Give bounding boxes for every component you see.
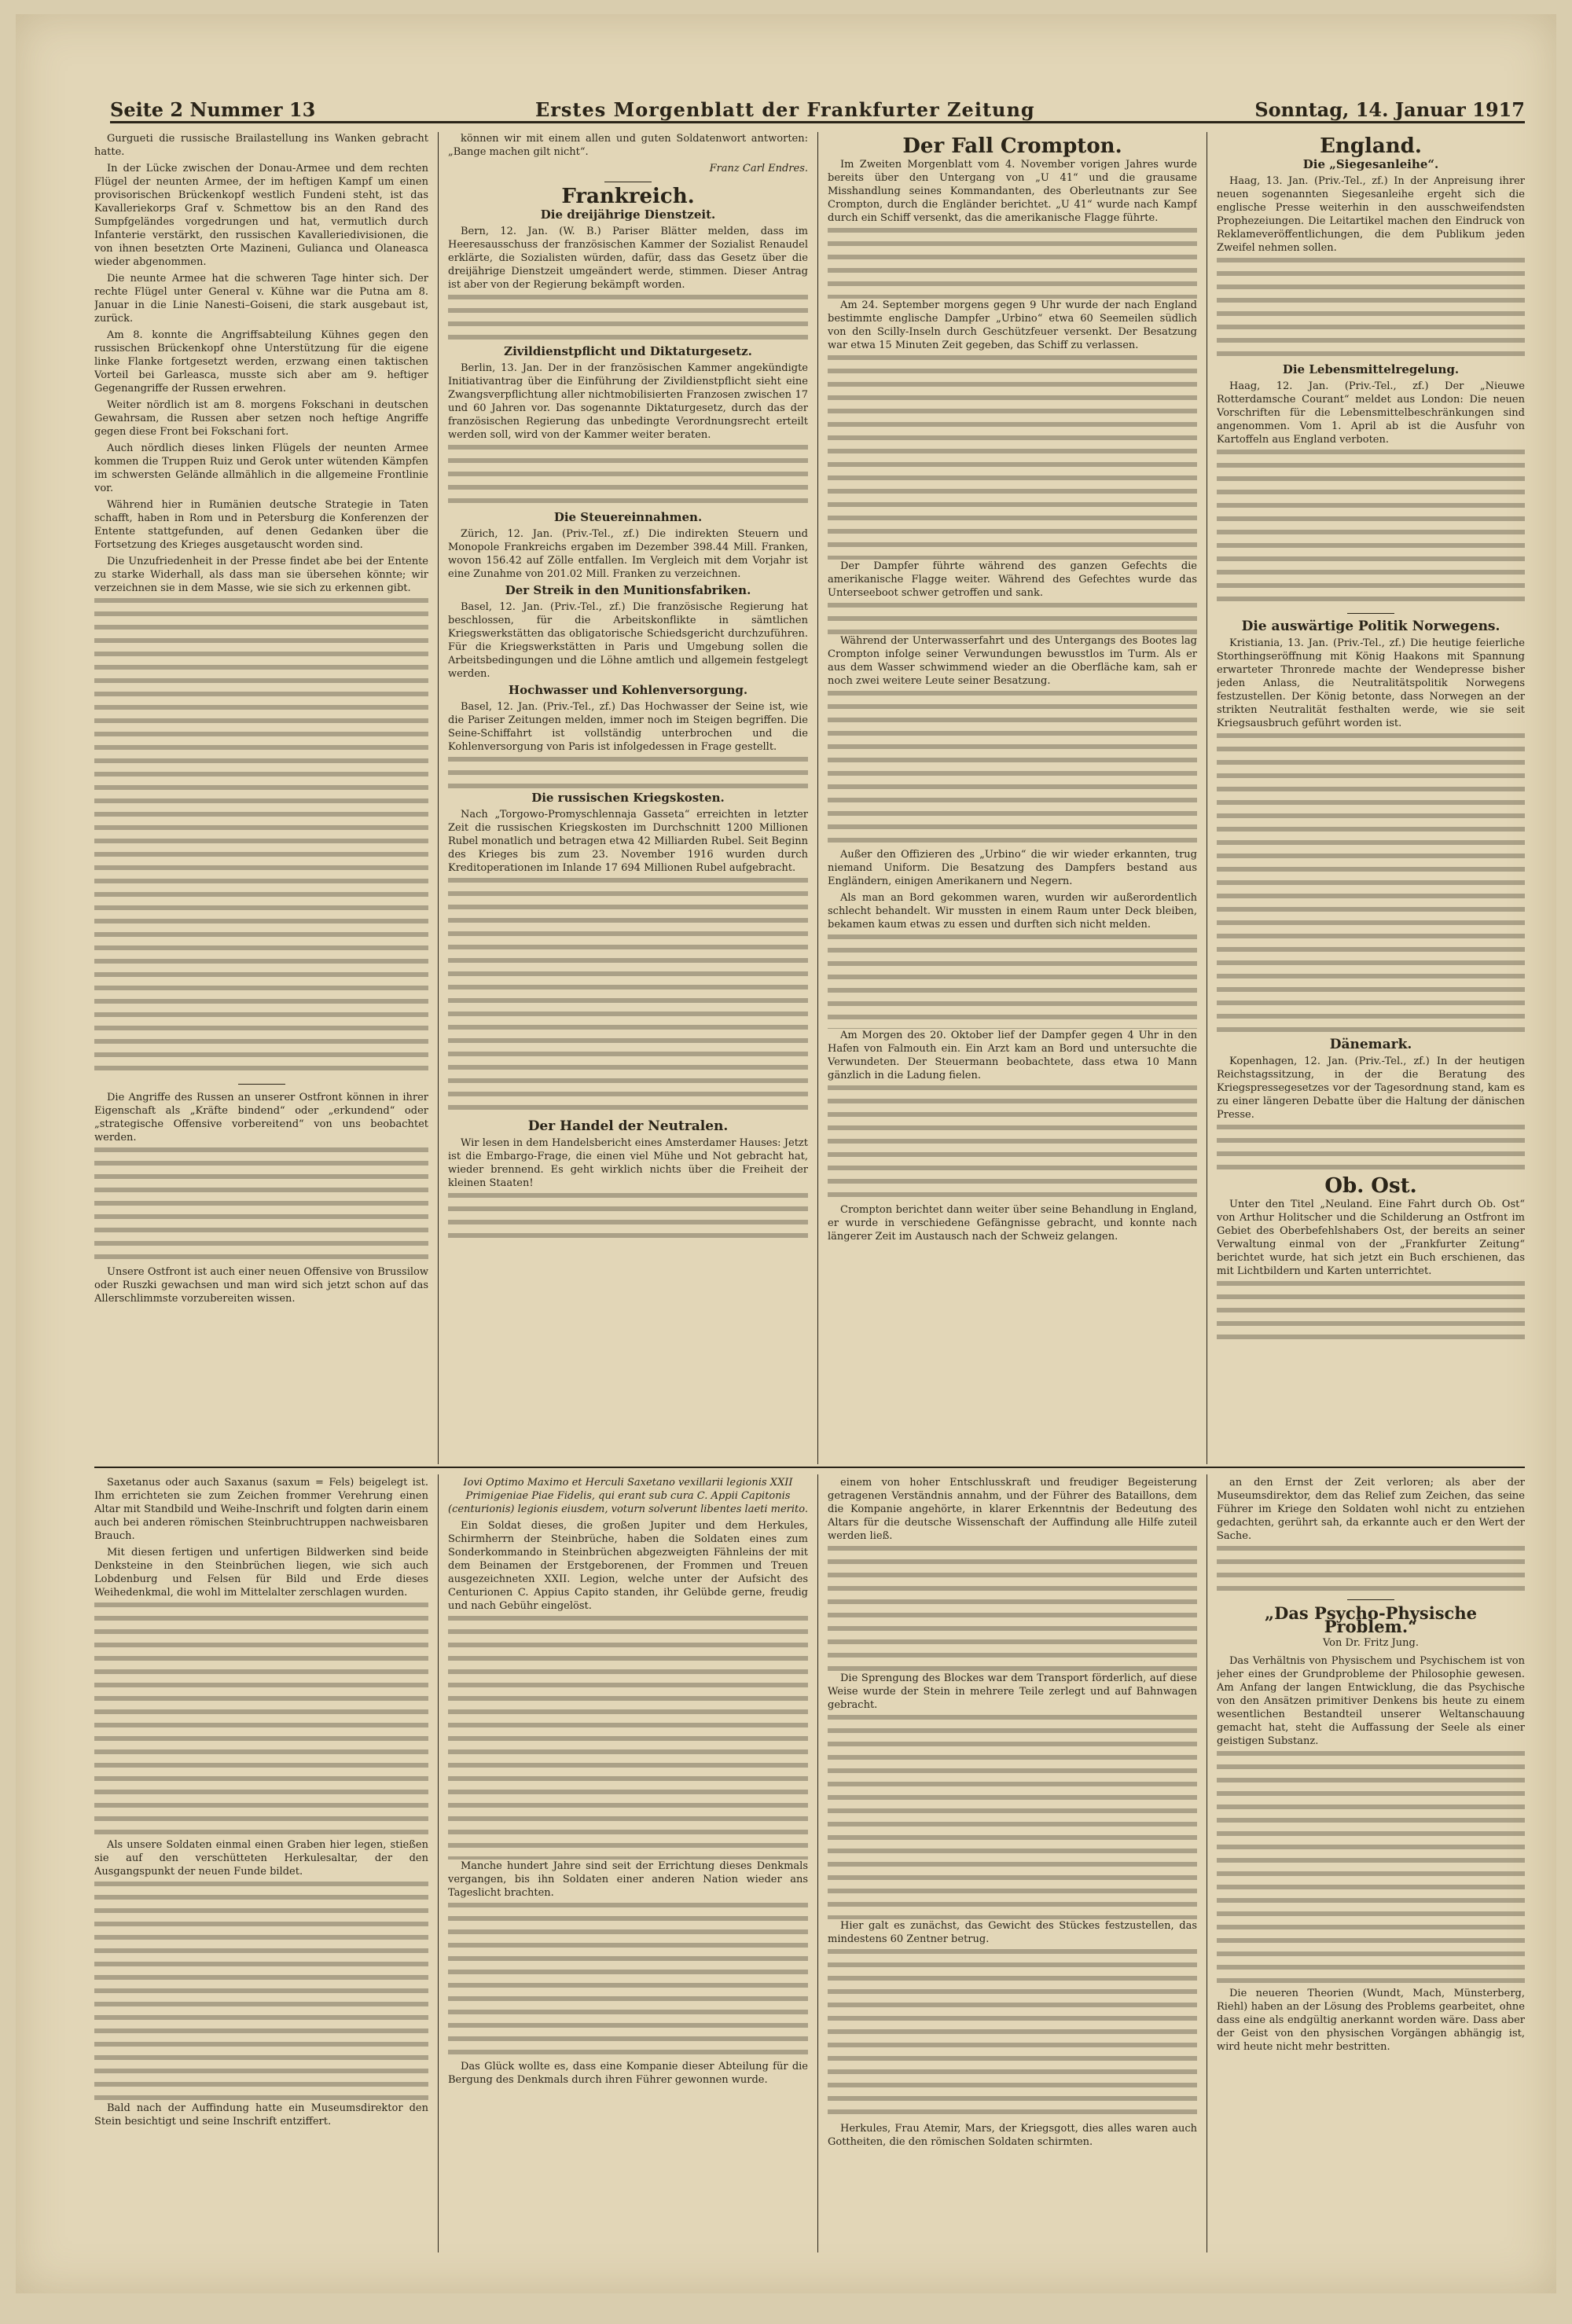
article-paragraph: In der Lücke zwischen der Donau-Armee und dem rechten Flügel der neunten Armee, der im heftigen Kampf um einen provisorischen Brückenkopf westlich Fundeni steht, ist das Kavalleriekorps Graf v. Schmettow bis an den Rand des Sumpfgeländes vorgedrungen und hat, vermutlich durch Infanterie verstärkt, den russischen Kavalleriedivisionen, die von ihnen besetzten Orte Mazineni, Gulianca und Olaneasca wieder abgenommen. (94, 163, 428, 268)
text-block (828, 1949, 1197, 2122)
text-block (828, 691, 1197, 848)
article-paragraph: Berlin, 13. Jan. Der in der französischen Kammer angekündigte Initiativantrag über die Einführung der Zivildienstpflicht sieht eine Zwangsverpflichtung aller nichtmobilisierten Franzosen zwischen 17 und 60 Jahren vor. Das sogenannte Diktaturgesetz, durch das der französischen Regierung das unbedingte Verordnungsrecht erteilt werden soll, wird von der Kammer weiter beraten. (448, 362, 808, 441)
section-heading: Dänemark. (1329, 1037, 1412, 1052)
text-block (1217, 1546, 1525, 1593)
article-paragraph: Als man an Bord gekommen waren, wurden wir außerordentlich schlecht behandelt. Wir mussten in einem Raum unter Deck bleiben, bekamen kaum etwas zu essen und durften sich nicht melden. (828, 892, 1197, 931)
article-paragraph: Crompton berichtet dann weiter über seine Behandlung in England, er wurde in verschiedene Gefängnisse gebracht, und konnte nach längerer Zeit im Austausch nach der Schweiz gelangen. (828, 1204, 1197, 1243)
article-paragraph: Manche hundert Jahre sind seit der Errichtung dieses Denkmals vergangen, bis ihn Soldaten einer anderen Nation wieder ans Tageslicht brachten. (448, 1860, 808, 1899)
article-paragraph: Zürich, 12. Jan. (Priv.-Tel., zf.) Die indirekten Steuern und Monopole Frankreichs ergaben im Dezember 398.44 Mill. Franken, wovon 156.42 auf Zölle entfallen. Im Vergleich mit dem Vorjahr ist eine Zunahme von 201.02 Mill. Franken zu verzeichnen. (448, 528, 808, 580)
header-page-number: Seite 2 Nummer 13 (110, 98, 316, 121)
section-heading: Der Handel der Neutralen. (527, 1118, 729, 1134)
text-block (1217, 258, 1525, 360)
feuilleton-column-2 (448, 1476, 808, 2250)
article-paragraph: Ein Soldat dieses, die großen Jupiter und dem Herkules, Schirmherrn der Steinbrüche, haben die Soldaten eines zum Sonderkommando in Steinbrüchen abgezweigten Fähnleins der mit dem Beinamen der Erstgeborenen, der Frommen und Treuen ausgezeichneten XXII. Legion, welche unter der Aufsicht des Centurionen C. Appius Capito standen, ihr Gelübde gerne, freudig und nach Gebühr eingelöst. (448, 1520, 808, 1612)
feuilleton-column-1 (94, 1476, 428, 2250)
header-date: Sonntag, 14. Januar 1917 (1254, 98, 1525, 121)
page-header (110, 93, 1525, 123)
article-paragraph: Die Unzufriedenheit in der Presse findet abe bei der Entente zu starke Widerhall, als dass man sie übersehen könnte; wir verzeichnen sie in dem Masse, wie sie sich zu erkennen gibt. (94, 556, 428, 594)
article-paragraph: Am 8. konnte die Angriffsabteilung Kühnes gegen den russischen Brückenkopf ohne Unterstützung für die eigene linke Flanke fortgesetzt werden, erzwang einen taktischen Vorteil bei Garleasca, musste sich aber am 9. heftiger Gegenangriffe der Russen erwehren. (94, 329, 428, 395)
section-heading: Frankreich. (561, 185, 695, 208)
short-rule (1347, 1599, 1394, 1600)
article-paragraph: Die neunte Armee hat die schweren Tage hinter sich. Der rechte Flügel unter General v. Kühne war die Putna am 8. Januar in die Linie Nanesti–Goiseni, die stark ausgebaut ist, zurück. (94, 273, 428, 325)
article-paragraph: Weiter nördlich ist am 8. morgens Fokschani in deutschen Gewahrsam, die Russen aber setzen noch heftige Angriffe gegen diese Front bei Fokschani fort. (94, 399, 428, 438)
text-block (828, 1546, 1197, 1672)
article-paragraph: Unsere Ostfront ist auch einer neuen Offensive von Brussilow oder Ruszki gewachsen und man wird sich jetzt schon auf das Allerschlimmste vorzubereiten wissen. (94, 1266, 428, 1305)
article-paragraph: Der Dampfer führte während des ganzen Gefechts die amerikanische Flagge weiter. Während des Gefechtes wurde das Unterseeboot schwer getroffen und sank. (828, 560, 1197, 599)
subheading: Die dreijährige Dienstzeit. (540, 207, 716, 222)
feuilleton-title: „Das Psycho-Physische Problem.“ (1265, 1603, 1477, 1636)
subheading: Zivildienstpflicht und Diktaturgesetz. (504, 344, 752, 358)
article-paragraph: Bern, 12. Jan. (W. B.) Pariser Blätter melden, dass im Heeresausschuss der französischen Kammer der Sozialist Renaudel erklärte, die Sozialisten würden, dafür, dass das Gesetz über die dreijährige Dienstzeit umgeändert werde, stimmen. Dieser Antrag ist aber von der Regierung bekämpft worden. (448, 226, 808, 291)
article-paragraph: an den Ernst der Zeit verloren; als aber der Museumsdirektor, dem das Relief zum Zeichen, das seine Führer im Kriege den Soldaten wohl nicht zu entziehen gedachten, gerührt sah, da erkannte auch er den Wert der Sache. (1217, 1477, 1525, 1542)
subheading: Hochwasser und Kohlenversorgung. (508, 683, 748, 697)
article-paragraph: Das Glück wollte es, dass eine Kompanie dieser Abteilung für die Bergung des Denkmals durch ihren Führer gewonnen wurde. (448, 2061, 808, 2086)
article-paragraph: können wir mit einem allen und guten Soldatenwort antworten: „Bange machen gilt nicht“. (448, 133, 808, 158)
section-heading: Ob. Ost. (1324, 1174, 1417, 1198)
article-paragraph: Am 24. September morgens gegen 9 Uhr wurde der nach England bestimmte englische Dampfer „Urbino“ etwa 60 Seemeilen südlich von den Scilly-Inseln durch Geschützfeuer versenkt. Der Besatzung war etwa 15 Minuten Zeit gegeben, das Schiff zu verlassen. (828, 299, 1197, 351)
column-3 (828, 132, 1197, 1460)
article-paragraph: Bald nach der Auffindung hatte ein Museumsdirektor den Stein besichtigt und seine Inschrift entziffert. (94, 2102, 428, 2128)
article-paragraph: Haag, 13. Jan. (Priv.-Tel., zf.) In der Anpreisung ihrer neuen sogenannten Siegesanleihe ergeht sich die englische Presse weiterhin in den ausschweifendsten Prophezeiungen. Die Leitartikel machen den Eindruck von Reklameveröffentlichungen, die dem Publikum jeden Zweifel nehmen sollen. (1217, 175, 1525, 254)
subheading: Die „Siegesanleihe“. (1302, 157, 1439, 171)
article-paragraph: Haag, 12. Jan. (Priv.-Tel., zf.) Der „Nieuwe Rotterdamsche Courant“ meldet aus London: Die neuen Vorschriften für die Lebensmittelbeschränkungen sind angenommen. Vom 1. April ab ist die Ausfuhr von Kartoffeln aus England verboten. (1217, 380, 1525, 446)
text-block (1217, 1751, 1525, 1987)
article-paragraph: Unter den Titel „Neuland. Eine Fahrt durch Ob. Ost“ von Arthur Holitscher und die Schilderung an Ostfront im Gebiet des Oberbefehlshabers Ost, der bereits an seiner Verwaltung einmal von der „Frankfurter Zeitung“ berichtet wurde, hat sich jetzt ein Buch erschienen, das mit Lichtbildern und Karten unterrichtet. (1217, 1199, 1525, 1277)
subheading: Der Streik in den Munitionsfabriken. (505, 583, 751, 597)
text-block (448, 295, 808, 342)
article-paragraph: Hier galt es zunächst, das Gewicht des Stückes festzustellen, das mindestens 60 Zentner betrug. (828, 1920, 1197, 1945)
column-rule (438, 1474, 439, 2252)
article-paragraph: Auch nördlich dieses linken Flügels der neunten Armee kommen die Truppen Ruiz und Gerok unter wütenden Kämpfen im schwersten Gelände allmählich in die allgemeine Frontlinie vor. (94, 442, 428, 494)
text-block (448, 1903, 808, 2060)
column-4 (1217, 132, 1525, 1460)
article-paragraph: Außer den Offizieren des „Urbino“ die wir wieder erkannten, trug niemand Uniform. Die Besatzung des Dampfers bestand aus Engländern, einigen Amerikanern und Negern. (828, 849, 1197, 887)
section-heading: Der Fall Crompton. (902, 134, 1122, 158)
article-paragraph: Wir lesen in dem Handelsbericht eines Amsterdamer Hauses: Jetzt ist die Embargo-Frage, die einen viel Mühe und Not gebracht hat, wieder brennend. Es geht wirklich nichts über die Freiheit der kleinen Staaten! (448, 1137, 808, 1189)
article-paragraph: Kristiania, 13. Jan. (Priv.-Tel., zf.) Die heutige feierliche Storthingseröffnung mit König Haakons mit Spannung erwarteter Thronrede machte der Wendepresse bisher jeden Anlass, die Neutralitätspolitik Norwegens festzustellen. Der König betonte, dass Norwegen an der strikten Neutralität festhalten werde, wie sie seit Kriegsausbruch geführt worden ist. (1217, 637, 1525, 729)
article-paragraph: Mit diesen fertigen und unfertigen Bildwerken sind beide Denksteine in den Steinbrüchen liegen, wie sich auch Lobdenburg und Felsen für Bild und Erde dieses Weihedenkmal, die wohl im Mittelalter zerschlagen wurden. (94, 1547, 428, 1599)
text-block (94, 1882, 428, 2102)
feuilleton-column-3 (828, 1476, 1197, 2250)
text-block (828, 1085, 1197, 1203)
section-heading: Die auswärtige Politik Norwegens. (1241, 619, 1500, 634)
subheading: Die russischen Kriegskosten. (531, 791, 725, 805)
article-paragraph: einem von hoher Entschlusskraft und freudiger Begeisterung getragenen Verständnis annahm, und der Führer des Bataillons, dem die Kompanie angehörte, in klarer Erkenntnis der Bedeutung des Altars für die deutsche Wissenschaft der Auffindung alle Hilfe zuteil werden ließ. (828, 1477, 1197, 1542)
subheading: Die Steuereinnahmen. (553, 510, 703, 524)
feuilleton-divider (94, 1467, 1525, 1468)
article-paragraph: Saxetanus oder auch Saxanus (saxum = Fels) beigelegt ist. Ihm errichteten sie zum Zeichen frommer Verehrung einen Altar mit Standbild und Weihe-Inschrift und folgten darin einem auch bei anderen römischen Steinbruchtruppen nachweisbaren Brauch. (94, 1477, 428, 1542)
text-block (448, 878, 808, 1114)
latin-inscription: Iovi Optimo Maximo et Herculi Saxetano vexillarii legionis XXII Primigeniae Piae Fidelis, qui erant sub cura C. Appii Capitonis (centurionis) legionis eiusdem, voturn solverunt libentes laeti merito. (448, 1477, 808, 1515)
article-paragraph: Als unsere Soldaten einmal einen Graben hier legen, stießen sie auf den verschütteten Herkulesaltar, der den Ausgangspunkt der neuen Funde bildet. (94, 1839, 428, 1878)
text-block (1217, 733, 1525, 1032)
text-block (828, 355, 1197, 560)
author-byline: Von Dr. Fritz Jung. (1322, 1637, 1419, 1649)
short-rule (1347, 613, 1394, 614)
feuilleton-column-4 (1217, 1476, 1525, 2250)
author-signature: Franz Carl Endres. (709, 163, 808, 174)
article-paragraph: Während der Unterwasserfahrt und des Untergangs des Bootes lag Crompton infolge seiner Verwundungen bewusstlos im Turm. Als er aus dem Wasser schwimmend wieder an die Oberfläche kam, sah er noch zwei weitere Leute seiner Besatzung. (828, 635, 1197, 687)
text-block (828, 228, 1197, 299)
column-1 (94, 132, 428, 1460)
article-paragraph: Gurgueti die russische Brailastellung ins Wanken gebracht hatte. (94, 133, 428, 158)
article-paragraph: Kopenhagen, 12. Jan. (Priv.-Tel., zf.) In der heutigen Reichstagssitzung, in der die Beratung des Kriegspressegesetzes vor der Tagesordnung stand, kam es zu einer längeren Debatte über die Haltung der dänischen Presse. (1217, 1056, 1525, 1121)
text-block (828, 603, 1197, 634)
subheading: Die Lebensmittelregelung. (1282, 362, 1460, 376)
newspaper-page (16, 14, 1556, 2293)
article-paragraph: Am Morgen des 20. Oktober lief der Dampfer gegen 4 Uhr in den Hafen von Falmouth ein. Ein Arzt kam an Bord und untersuchte die Verwundeten. Der Steuermann beobachtete, dass etwa 10 Mann gänzlich in die Ladung fielen. (828, 1030, 1197, 1081)
text-block (1217, 1125, 1525, 1172)
article-paragraph: Die Sprengung des Blockes war dem Transport förderlich, auf diese Weise wurde der Stein in mehrere Teile zerlegt und auf Bahnwagen gebracht. (828, 1672, 1197, 1711)
article-paragraph: Die neueren Theorien (Wundt, Mach, Münsterberg, Riehl) haben an der Lösung des Problems gearbeitet, ohne dass eine als endgültig anerkannt worden wäre. Dass aber der Geist von den physischen Vorgängen abhängig ist, wird heute nicht mehr bestritten. (1217, 1988, 1525, 2053)
article-paragraph: Basel, 12. Jan. (Priv.-Tel., zf.) Die französische Regierung hat beschlossen, für die Arbeitskonflikte in sämtlichen Kriegswerkstätten das obligatorische Schiedsgericht durchzuführen. Für die Kriegswerkstätten in Paris und Umgebung sollen die Arbeitsbedingungen und die Löhne amtlich und allgemein festgelegt werden. (448, 601, 808, 680)
article-paragraph: Basel, 12. Jan. (Priv.-Tel., zf.) Das Hochwasser der Seine ist, wie die Pariser Zeitungen melden, immer noch im Steigen begriffen. Die Seine-Schiffahrt ist vollständig unterbrochen und die Kohlenversorgung von Paris ist infolgedessen in Frage gestellt. (448, 701, 808, 753)
column-2 (448, 132, 808, 1460)
text-block (828, 934, 1197, 1029)
short-rule (238, 1084, 285, 1085)
article-paragraph: Nach „Torgowo-Promyschlennaja Gasseta“ erreichten in letzter Zeit die russischen Kriegskosten im Durchschnitt 1200 Millionen Rubel monatlich und betragen etwa 42 Milliarden Rubel. Seit Beginn des Krieges bis zum 23. November 1916 wurden durch Kreditoperationen im Inlande 17 694 Millionen Rubel aufgebracht. (448, 809, 808, 874)
column-rule (438, 132, 439, 1464)
text-block (94, 598, 428, 1078)
column-rule (817, 132, 818, 1464)
section-heading: England. (1320, 134, 1422, 158)
text-block (828, 1715, 1197, 1919)
article-paragraph: Im Zweiten Morgenblatt vom 4. November vorigen Jahres wurde bereits über den Untergang von „U 41“ und die grausame Misshandlung seines Kommandanten, des Oberleutnants zur See Crompton, durch die Engländer berichtet. „U 41“ wurde nach Kampf durch ein Schiff versenkt, das die amerikanische Flagge führte. (828, 159, 1197, 224)
text-block (448, 1193, 808, 1240)
text-block (94, 1147, 428, 1265)
header-masthead: Erstes Morgenblatt der Frankfurter Zeitung (534, 98, 1035, 121)
text-block (94, 1603, 428, 1838)
text-block (448, 1616, 808, 1860)
article-paragraph: Das Verhältnis von Physischem und Psychischem ist von jeher eines der Grundprobleme der Philosophie gewesen. Am Anfang der langen Entwicklung, die das Psychische von den Ansätzen primitiver Denkens bis heute zu einem wesentlichen Bestandteil unserer Weltanschauung gemacht hat, steht die Auffassung der Seele als einer geistigen Substanz. (1217, 1655, 1525, 1747)
article-paragraph: Herkules, Frau Atemir, Mars, der Kriegsgott, dies alles waren auch Gottheiten, die den römischen Soldaten schirmten. (828, 2123, 1197, 2148)
article-paragraph: Die Angriffe des Russen an unserer Ostfront können in ihrer Eigenschaft als „Kräfte bindend“ oder „erkundend“ oder „strategische Offensive vorbereitend“ von uns beobachtet werden. (94, 1092, 428, 1144)
text-block (448, 757, 808, 788)
article-paragraph: Während hier in Rumänien deutsche Strategie in Taten schafft, haben in Rom und in Petersburg die Konferenzen der Entente stattgefunden, auf denen Gedanken über die Fortsetzung des Krieges ausgetauscht worden sind. (94, 499, 428, 551)
text-block (448, 445, 808, 508)
text-block (1217, 1281, 1525, 1344)
column-rule (817, 1474, 818, 2252)
text-block (1217, 450, 1525, 607)
